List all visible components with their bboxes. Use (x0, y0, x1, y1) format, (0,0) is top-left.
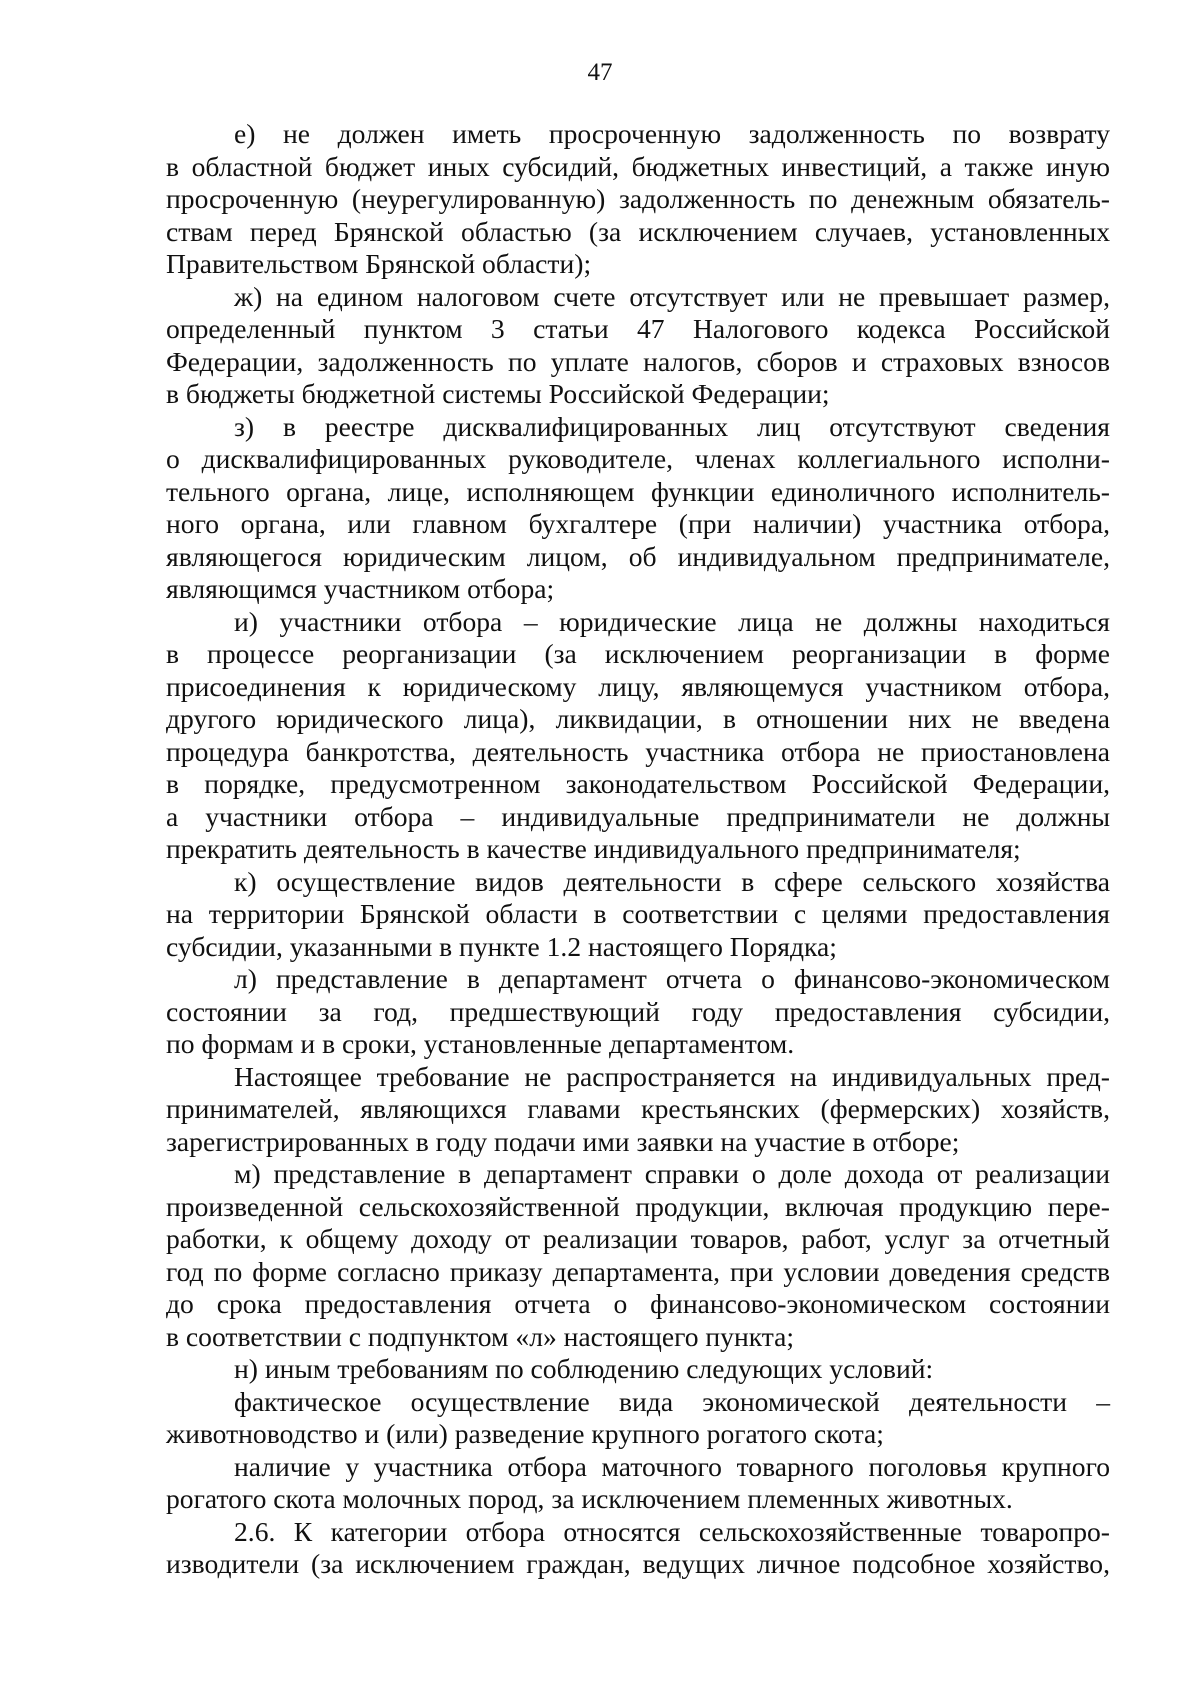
text-line: рогатого скота молочных пород, за исключением племенных животных. (166, 1483, 1013, 1514)
paragraph-l-note (166, 1061, 1110, 1159)
text-line: Настоящее требование не распространяется на индивидуальных пред- (234, 1060, 1110, 1092)
text-line: фактическое осуществление вида экономической деятельности – (234, 1385, 1110, 1417)
paragraph-n-1 (166, 1386, 1110, 1451)
text-line: в областной бюджет иных субсидий, бюджетных инвестиций, а также иную (166, 150, 1110, 182)
paragraph-2-6 (166, 1516, 1110, 1581)
text-line: м) представление в департамент справки о доле дохода от реализации (234, 1158, 1110, 1189)
text-line: по формам и в сроки, установленные департаментом. (166, 1028, 795, 1059)
paragraph-m (166, 1158, 1110, 1353)
page-number: 47 (587, 59, 613, 86)
text-line: являющимся участником отбора; (166, 573, 555, 604)
paragraph-k (166, 866, 1110, 964)
text-line: и) участники отбора – юридические лица не должны находиться (234, 605, 1110, 637)
paragraph-zh (166, 281, 1110, 411)
text-line: наличие у участника отбора маточного товарного поголовья крупного (234, 1450, 1110, 1482)
text-line: в порядке, предусмотренном законодательством Российской Федерации, (166, 768, 1110, 799)
text-line: изводители (за исключением граждан, ведущих личное подсобное хозяйство, (166, 1548, 1110, 1579)
text-line: до срока предоставления отчета о финансово-экономическом состоянии (166, 1288, 1110, 1319)
text-line: в бюджеты бюджетной системы Российской Федерации; (166, 378, 830, 409)
text-line: ствам перед Брянской областью (за исключением случаев, установленных (166, 215, 1110, 247)
text-line: ного органа, или главном бухгалтере (при наличии) участника отбора, (166, 508, 1110, 539)
text-line: е) не должен иметь просроченную задолженность по возврату (234, 118, 1110, 149)
text-line: в соответствии с подпунктом «л» настоящего пункта; (166, 1320, 795, 1352)
paragraph-n-2 (166, 1451, 1110, 1516)
text-line: а участники отбора – индивидуальные предприниматели не должны (166, 800, 1110, 832)
text-line: 2.6. К категории отбора относятся сельскохозяйственные товаропро- (234, 1515, 1110, 1547)
paragraph-l (166, 963, 1110, 1061)
text-line: к) осуществление видов деятельности в сфере сельского хозяйства (234, 865, 1110, 897)
text-line: Правительством Брянской области); (166, 248, 592, 279)
text-line: н) иным требованиям по соблюдению следующих условий: (234, 1353, 934, 1384)
text-line: определенный пунктом 3 статьи 47 Налогового кодекса Российской (166, 313, 1110, 344)
paragraph-i (166, 606, 1110, 866)
text-line: работки, к общему доходу от реализации товаров, работ, услуг за отчетный (166, 1223, 1110, 1254)
text-line: год по форме согласно приказу департамента, при условии доведения средств (166, 1255, 1110, 1287)
document-body (166, 118, 1110, 1581)
text-line: произведенной сельскохозяйственной продукции, включая продукцию пере- (166, 1190, 1110, 1222)
text-line: тельного органа, лице, исполняющем функции единоличного исполнитель- (166, 475, 1110, 507)
text-line: животноводство и (или) разведение крупного рогатого скота; (166, 1418, 884, 1449)
text-line: ж) на едином налоговом счете отсутствует или не превышает размер, (234, 280, 1110, 312)
paragraph-n (166, 1353, 1110, 1386)
text-line: другого юридического лица), ликвидации, в отношении них не введена (166, 703, 1110, 734)
text-line: просроченную (неурегулированную) задолженность по денежным обязатель- (166, 183, 1110, 214)
paragraph-e (166, 118, 1110, 281)
text-line: л) представление в департамент отчета о финансово-экономическом (234, 963, 1110, 994)
text-line: присоединения к юридическому лицу, являющемуся участником отбора, (166, 670, 1110, 702)
text-line: Федерации, задолженность по уплате налогов, сборов и страховых взносов (166, 345, 1110, 377)
text-line: принимателей, являющихся главами крестьянских (фермерских) хозяйств, (166, 1093, 1110, 1124)
text-line: процедура банкротства, деятельность участника отбора не приостановлена (166, 735, 1110, 767)
text-line: прекратить деятельность в качестве индивидуального предпринимателя; (166, 833, 1021, 864)
text-line: о дисквалифицированных руководителе, членах коллегиального исполни- (166, 443, 1110, 474)
paragraph-z (166, 411, 1110, 606)
text-line: з) в реестре дисквалифицированных лиц отсутствуют сведения (234, 410, 1110, 442)
text-line: зарегистрированных в году подачи ими заявки на участие в отборе; (166, 1125, 960, 1157)
text-line: на территории Брянской области в соответствии с целями предоставления (166, 898, 1110, 929)
text-line: состоянии за год, предшествующий году предоставления субсидии, (166, 995, 1110, 1027)
text-line: являющегося юридическим лицом, об индивидуальном предпринимателе, (166, 540, 1110, 572)
text-line: в процессе реорганизации (за исключением реорганизации в форме (166, 638, 1110, 669)
text-line: субсидии, указанными в пункте 1.2 настоящего Порядка; (166, 930, 837, 962)
